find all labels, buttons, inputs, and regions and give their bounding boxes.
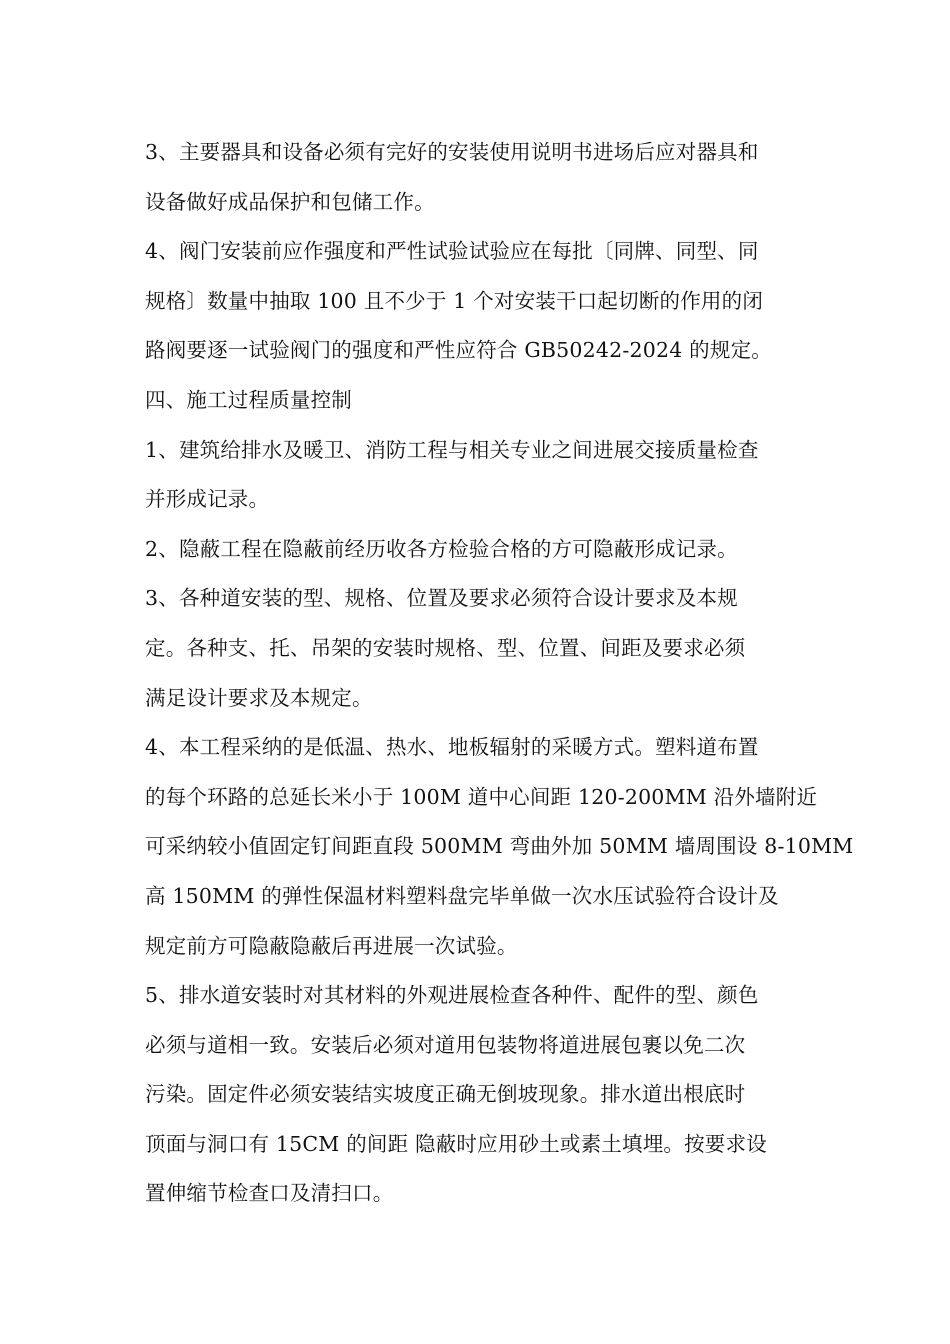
text-line: 路阀要逐一试验阀门的强度和严性应符合 GB50242-2024 的规定。 bbox=[145, 338, 772, 363]
text-line: 必须与道相一致。安装后必须对道用包装物将道进展包裹以免二次 bbox=[145, 1032, 746, 1057]
text-line: 可采纳较小值固定钉间距直段 500MM 弯曲外加 50MM 墙周围设 8-10MM bbox=[145, 834, 854, 859]
text-line: 顶面与洞口有 15CM 的间距 隐蔽时应用砂土或素土填埋。按要求设 bbox=[145, 1131, 767, 1156]
text-line: 规定前方可隐蔽隐蔽后再进展一次试验。 bbox=[145, 933, 518, 958]
text-line: 设备做好成品保护和包储工作。 bbox=[145, 189, 435, 214]
text-line: 定。各种支、托、吊架的安装时规格、型、位置、间距及要求必须 bbox=[145, 635, 746, 660]
text-line: 置伸缩节检查口及清扫口。 bbox=[145, 1181, 394, 1206]
text-line: 3、主要器具和设备必须有完好的安装使用说明书进场后应对器具和 bbox=[145, 140, 759, 164]
text-line: 2、隐蔽工程在隐蔽前经历收各方检验合格的方可隐蔽形成记录。 bbox=[145, 536, 738, 561]
text-line: 1、建筑给排水及暖卫、消防工程与相关专业之间进展交接质量检查 bbox=[145, 437, 759, 462]
text-line: 满足设计要求及本规定。 bbox=[145, 685, 373, 710]
text-line: 4、阀门安装前应作强度和严性试验试验应在每批〔同牌、同型、同 bbox=[145, 239, 759, 264]
text-line: 的每个环路的总延长米小于 100M 道中心间距 120-200MM 沿外墙附近 bbox=[145, 784, 818, 809]
section-heading: 四、施工过程质量控制 bbox=[145, 387, 352, 412]
text-line: 并形成记录。 bbox=[145, 487, 270, 512]
text-line: 4、本工程采纳的是低温、热水、地板辐射的采暖方式。塑料道布置 bbox=[145, 735, 759, 760]
text-line: 污染。固定件必须安装结实坡度正确无倒坡现象。排水道出根底时 bbox=[145, 1082, 746, 1107]
text-line: 3、各种道安装的型、规格、位置及要求必须符合设计要求及本规 bbox=[145, 586, 738, 611]
text-line: 高 150MM 的弹性保温材料塑料盘完毕单做一次水压试验符合设计及 bbox=[145, 883, 779, 908]
text-line: 5、排水道安装时对其材料的外观进展检查各种件、配件的型、颜色 bbox=[145, 983, 759, 1008]
document-body bbox=[145, 128, 854, 1219]
text-line: 规格〕数量中抽取 100 且不少于 1 个对安装干口起切断的作用的闭 bbox=[145, 288, 764, 313]
